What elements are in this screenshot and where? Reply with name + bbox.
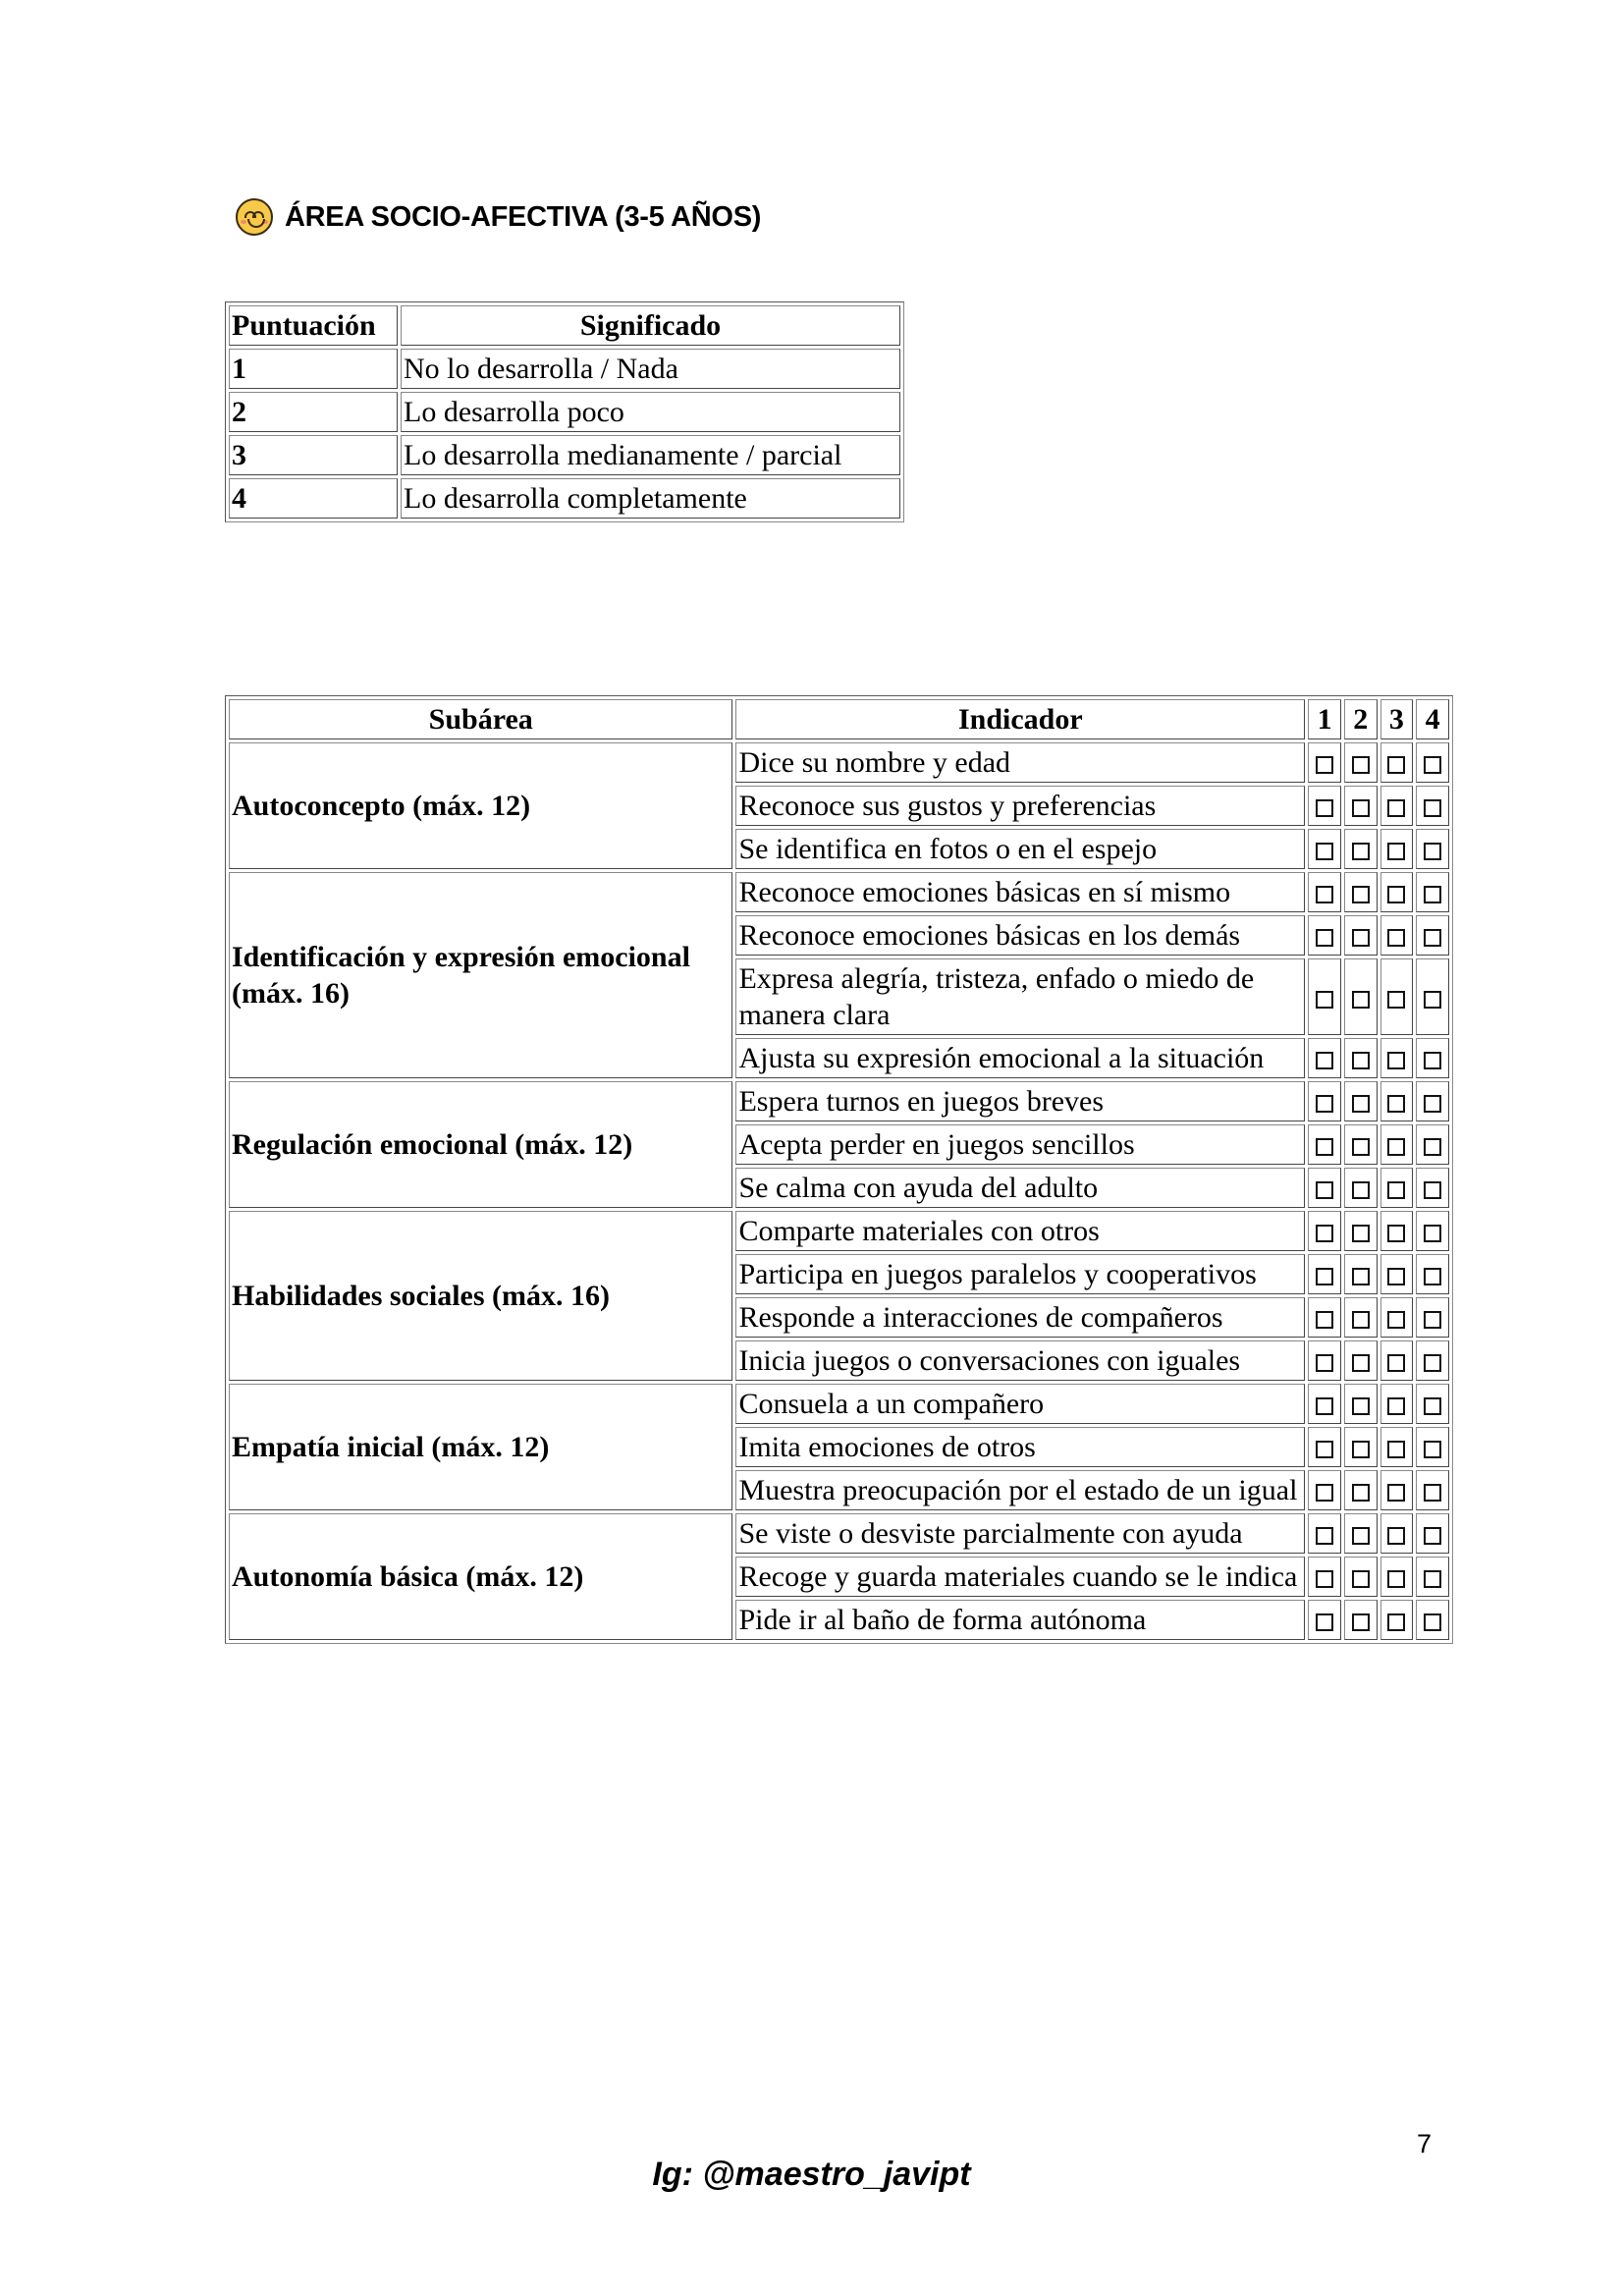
legend-score: 1	[229, 349, 398, 389]
evaluation-table	[225, 695, 1453, 1644]
score-checkbox-1[interactable]	[1316, 799, 1333, 817]
subarea-name: Empatía inicial (máx. 12)	[229, 1384, 732, 1510]
indicator-text: Imita emociones de otros	[735, 1427, 1305, 1467]
score-checkbox-2[interactable]	[1352, 1570, 1370, 1588]
score-cell-1	[1308, 786, 1341, 826]
score-legend-table	[225, 301, 904, 522]
score-cell-1	[1308, 915, 1341, 956]
score-checkbox-2[interactable]	[1352, 1397, 1370, 1415]
score-checkbox-2[interactable]	[1352, 1052, 1370, 1069]
score-checkbox-2[interactable]	[1352, 1138, 1370, 1156]
score-cell-4	[1416, 1124, 1449, 1165]
score-checkbox-4[interactable]	[1424, 1397, 1441, 1415]
score-cell-2	[1344, 1557, 1378, 1597]
indicator-text: Consuela a un compañero	[735, 1384, 1305, 1424]
score-checkbox-1[interactable]	[1316, 1311, 1333, 1329]
score-checkbox-4[interactable]	[1424, 1311, 1441, 1329]
score-cell-3	[1380, 1297, 1414, 1338]
score-checkbox-2[interactable]	[1352, 843, 1370, 860]
indicator-text: Dice su nombre y edad	[735, 742, 1305, 783]
score-checkbox-4[interactable]	[1424, 1138, 1441, 1156]
score-checkbox-2[interactable]	[1352, 1181, 1370, 1199]
score-cell-3	[1380, 1384, 1414, 1424]
header-score-1: 1	[1308, 699, 1341, 739]
score-cell-1	[1308, 1470, 1341, 1510]
score-cell-1	[1308, 829, 1341, 869]
section-title-text: ÁREA SOCIO-AFECTIVA (3-5 AÑOS)	[285, 200, 762, 233]
indicator-text: Muestra preocupación por el estado de un igual	[735, 1470, 1305, 1510]
score-checkbox-4[interactable]	[1424, 1613, 1441, 1631]
score-cell-1	[1308, 1254, 1341, 1294]
score-checkbox-3[interactable]	[1387, 929, 1405, 947]
legend-header-score: Puntuación	[229, 305, 398, 346]
indicator-text: Se viste o desviste parcialmente con ayuda	[735, 1513, 1305, 1554]
score-checkbox-2[interactable]	[1352, 929, 1370, 947]
score-checkbox-1[interactable]	[1316, 1095, 1333, 1113]
score-cell-2	[1344, 1124, 1378, 1165]
score-checkbox-1[interactable]	[1316, 1225, 1333, 1242]
score-checkbox-1[interactable]	[1316, 1138, 1333, 1156]
header-score-4: 4	[1416, 699, 1449, 739]
score-checkbox-1[interactable]	[1316, 1181, 1333, 1199]
indicator-text: Expresa alegría, tristeza, enfado o miedo de manera clara	[735, 958, 1305, 1035]
indicator-text: Reconoce emociones básicas en los demás	[735, 915, 1305, 956]
score-checkbox-3[interactable]	[1387, 843, 1405, 860]
score-checkbox-1[interactable]	[1316, 843, 1333, 860]
score-cell-2	[1344, 1297, 1378, 1338]
section-title	[236, 198, 761, 236]
legend-row	[229, 478, 900, 519]
score-cell-4	[1416, 1340, 1449, 1381]
score-checkbox-2[interactable]	[1352, 1095, 1370, 1113]
indicator-text: Pide ir al baño de forma autónoma	[735, 1600, 1305, 1640]
score-cell-3	[1380, 1557, 1414, 1597]
subarea-name: Habilidades sociales (máx. 16)	[229, 1211, 732, 1381]
score-cell-3	[1380, 1470, 1414, 1510]
legend-row	[229, 349, 900, 389]
footer-instagram-handle: Ig: @maestro_javipt	[652, 2156, 971, 2193]
score-checkbox-4[interactable]	[1424, 1225, 1441, 1242]
indicator-text: Responde a interacciones de compañeros	[735, 1297, 1305, 1338]
score-checkbox-3[interactable]	[1387, 1181, 1405, 1199]
score-cell-4	[1416, 1081, 1449, 1121]
score-cell-3	[1380, 1124, 1414, 1165]
score-cell-3	[1380, 872, 1414, 912]
score-checkbox-1[interactable]	[1316, 886, 1333, 903]
header-subarea: Subárea	[229, 699, 732, 739]
indicator-text: Se calma con ayuda del adulto	[735, 1168, 1305, 1208]
score-cell-4	[1416, 1297, 1449, 1338]
indicator-text: Inicia juegos o conversaciones con iguales	[735, 1340, 1305, 1381]
score-checkbox-3[interactable]	[1387, 1441, 1405, 1458]
score-checkbox-3[interactable]	[1387, 1138, 1405, 1156]
score-cell-3	[1380, 1340, 1414, 1381]
score-checkbox-3[interactable]	[1387, 1484, 1405, 1502]
score-cell-4	[1416, 1557, 1449, 1597]
score-checkbox-3[interactable]	[1387, 1268, 1405, 1285]
legend-meaning: Lo desarrolla completamente	[401, 478, 900, 519]
score-cell-1	[1308, 1124, 1341, 1165]
indicator-text: Ajusta su expresión emocional a la situación	[735, 1038, 1305, 1078]
score-cell-3	[1380, 1168, 1414, 1208]
score-cell-4	[1416, 872, 1449, 912]
score-cell-4	[1416, 1384, 1449, 1424]
evaluation-header-row	[229, 699, 1449, 739]
score-cell-3	[1380, 915, 1414, 956]
subarea-name: Regulación emocional (máx. 12)	[229, 1081, 732, 1208]
score-checkbox-4[interactable]	[1424, 1527, 1441, 1545]
indicator-row	[229, 742, 1449, 783]
score-cell-3	[1380, 1513, 1414, 1554]
score-cell-1	[1308, 1513, 1341, 1554]
score-checkbox-3[interactable]	[1387, 1527, 1405, 1545]
legend-score: 3	[229, 435, 398, 475]
score-cell-2	[1344, 1340, 1378, 1381]
score-checkbox-3[interactable]	[1387, 1354, 1405, 1372]
score-checkbox-3[interactable]	[1387, 1225, 1405, 1242]
indicator-row	[229, 872, 1449, 912]
score-cell-4	[1416, 1600, 1449, 1640]
score-cell-1	[1308, 1081, 1341, 1121]
score-cell-1	[1308, 1384, 1341, 1424]
score-cell-2	[1344, 915, 1378, 956]
score-cell-4	[1416, 1513, 1449, 1554]
score-cell-1	[1308, 742, 1341, 783]
score-checkbox-4[interactable]	[1424, 1052, 1441, 1069]
score-cell-2	[1344, 1168, 1378, 1208]
score-checkbox-2[interactable]	[1352, 886, 1370, 903]
score-checkbox-3[interactable]	[1387, 799, 1405, 817]
indicator-text: Recoge y guarda materiales cuando se le indica	[735, 1557, 1305, 1597]
score-cell-3	[1380, 1211, 1414, 1251]
score-cell-3	[1380, 1254, 1414, 1294]
score-cell-2	[1344, 829, 1378, 869]
subarea-name: Autonomía básica (máx. 12)	[229, 1513, 732, 1640]
subarea-name: Autoconcepto (máx. 12)	[229, 742, 732, 869]
score-checkbox-4[interactable]	[1424, 756, 1441, 774]
score-cell-1	[1308, 1557, 1341, 1597]
score-cell-2	[1344, 1211, 1378, 1251]
score-cell-2	[1344, 958, 1378, 1035]
subarea-name: Identificación y expresión emocional (máx. 16)	[229, 872, 732, 1078]
score-cell-2	[1344, 1600, 1378, 1640]
score-cell-4	[1416, 786, 1449, 826]
score-checkbox-3[interactable]	[1387, 1311, 1405, 1329]
score-cell-2	[1344, 1254, 1378, 1294]
score-cell-4	[1416, 1427, 1449, 1467]
indicator-text: Acepta perder en juegos sencillos	[735, 1124, 1305, 1165]
score-checkbox-2[interactable]	[1352, 1311, 1370, 1329]
legend-meaning: Lo desarrolla poco	[401, 392, 900, 432]
score-checkbox-1[interactable]	[1316, 1570, 1333, 1588]
score-checkbox-3[interactable]	[1387, 1095, 1405, 1113]
score-cell-4	[1416, 1168, 1449, 1208]
score-checkbox-4[interactable]	[1424, 1570, 1441, 1588]
score-checkbox-2[interactable]	[1352, 1484, 1370, 1502]
score-checkbox-3[interactable]	[1387, 756, 1405, 774]
score-cell-3	[1380, 958, 1414, 1035]
score-checkbox-2[interactable]	[1352, 991, 1370, 1009]
indicator-row	[229, 1513, 1449, 1554]
score-checkbox-1[interactable]	[1316, 1354, 1333, 1372]
score-checkbox-3[interactable]	[1387, 991, 1405, 1009]
legend-meaning: No lo desarrolla / Nada	[401, 349, 900, 389]
score-cell-4	[1416, 1470, 1449, 1510]
score-checkbox-4[interactable]	[1424, 843, 1441, 860]
score-cell-1	[1308, 1211, 1341, 1251]
score-cell-4	[1416, 958, 1449, 1035]
score-checkbox-4[interactable]	[1424, 799, 1441, 817]
score-checkbox-2[interactable]	[1352, 1441, 1370, 1458]
score-checkbox-3[interactable]	[1387, 1613, 1405, 1631]
score-cell-4	[1416, 742, 1449, 783]
score-cell-4	[1416, 829, 1449, 869]
score-checkbox-4[interactable]	[1424, 1268, 1441, 1285]
indicator-text: Se identifica en fotos o en el espejo	[735, 829, 1305, 869]
score-cell-4	[1416, 915, 1449, 956]
score-cell-2	[1344, 742, 1378, 783]
header-indicator: Indicador	[735, 699, 1305, 739]
score-checkbox-4[interactable]	[1424, 1095, 1441, 1113]
score-cell-3	[1380, 1600, 1414, 1640]
score-checkbox-2[interactable]	[1352, 1268, 1370, 1285]
score-checkbox-1[interactable]	[1316, 756, 1333, 774]
legend-score: 4	[229, 478, 398, 519]
legend-header-row	[229, 305, 900, 346]
indicator-row	[229, 1384, 1449, 1424]
score-cell-2	[1344, 786, 1378, 826]
score-checkbox-2[interactable]	[1352, 756, 1370, 774]
score-checkbox-4[interactable]	[1424, 1181, 1441, 1199]
score-cell-1	[1308, 1427, 1341, 1467]
score-cell-2	[1344, 1427, 1378, 1467]
indicator-row	[229, 1211, 1449, 1251]
score-cell-4	[1416, 1038, 1449, 1078]
score-cell-1	[1308, 872, 1341, 912]
smiling-face-icon	[236, 198, 273, 236]
score-cell-1	[1308, 1600, 1341, 1640]
legend-header-meaning: Significado	[401, 305, 900, 346]
score-cell-3	[1380, 1081, 1414, 1121]
score-cell-1	[1308, 1340, 1341, 1381]
score-cell-4	[1416, 1211, 1449, 1251]
score-cell-2	[1344, 1384, 1378, 1424]
legend-row	[229, 392, 900, 432]
score-checkbox-1[interactable]	[1316, 1441, 1333, 1458]
score-checkbox-2[interactable]	[1352, 1613, 1370, 1631]
score-cell-2	[1344, 1038, 1378, 1078]
score-cell-1	[1308, 1297, 1341, 1338]
score-checkbox-3[interactable]	[1387, 1397, 1405, 1415]
score-cell-1	[1308, 958, 1341, 1035]
score-checkbox-4[interactable]	[1424, 929, 1441, 947]
score-checkbox-4[interactable]	[1424, 1354, 1441, 1372]
score-checkbox-3[interactable]	[1387, 1052, 1405, 1069]
score-cell-4	[1416, 1254, 1449, 1294]
score-cell-2	[1344, 872, 1378, 912]
score-checkbox-2[interactable]	[1352, 1225, 1370, 1242]
score-cell-3	[1380, 786, 1414, 826]
score-checkbox-2[interactable]	[1352, 799, 1370, 817]
score-cell-3	[1380, 742, 1414, 783]
score-checkbox-1[interactable]	[1316, 929, 1333, 947]
score-checkbox-3[interactable]	[1387, 1570, 1405, 1588]
score-checkbox-1[interactable]	[1316, 1052, 1333, 1069]
score-checkbox-1[interactable]	[1316, 1268, 1333, 1285]
header-score-2: 2	[1344, 699, 1378, 739]
score-checkbox-1[interactable]	[1316, 1397, 1333, 1415]
score-cell-2	[1344, 1081, 1378, 1121]
score-checkbox-2[interactable]	[1352, 1354, 1370, 1372]
score-cell-1	[1308, 1168, 1341, 1208]
score-checkbox-4[interactable]	[1424, 886, 1441, 903]
score-checkbox-3[interactable]	[1387, 886, 1405, 903]
score-cell-2	[1344, 1470, 1378, 1510]
score-checkbox-1[interactable]	[1316, 1527, 1333, 1545]
header-score-3: 3	[1380, 699, 1414, 739]
score-checkbox-4[interactable]	[1424, 1484, 1441, 1502]
indicator-text: Reconoce sus gustos y preferencias	[735, 786, 1305, 826]
indicator-text: Espera turnos en juegos breves	[735, 1081, 1305, 1121]
indicator-text: Comparte materiales con otros	[735, 1211, 1305, 1251]
score-cell-3	[1380, 1038, 1414, 1078]
score-checkbox-4[interactable]	[1424, 1441, 1441, 1458]
indicator-text: Participa en juegos paralelos y cooperativos	[735, 1254, 1305, 1294]
score-checkbox-1[interactable]	[1316, 1613, 1333, 1631]
score-checkbox-1[interactable]	[1316, 991, 1333, 1009]
legend-row	[229, 435, 900, 475]
indicator-row	[229, 1081, 1449, 1121]
score-cell-2	[1344, 1513, 1378, 1554]
legend-score: 2	[229, 392, 398, 432]
score-checkbox-4[interactable]	[1424, 991, 1441, 1009]
page-number: 7	[1417, 2129, 1433, 2159]
score-checkbox-2[interactable]	[1352, 1527, 1370, 1545]
score-cell-3	[1380, 1427, 1414, 1467]
score-cell-1	[1308, 1038, 1341, 1078]
score-checkbox-1[interactable]	[1316, 1484, 1333, 1502]
legend-meaning: Lo desarrolla medianamente / parcial	[401, 435, 900, 475]
indicator-text: Reconoce emociones básicas en sí mismo	[735, 872, 1305, 912]
score-cell-3	[1380, 829, 1414, 869]
